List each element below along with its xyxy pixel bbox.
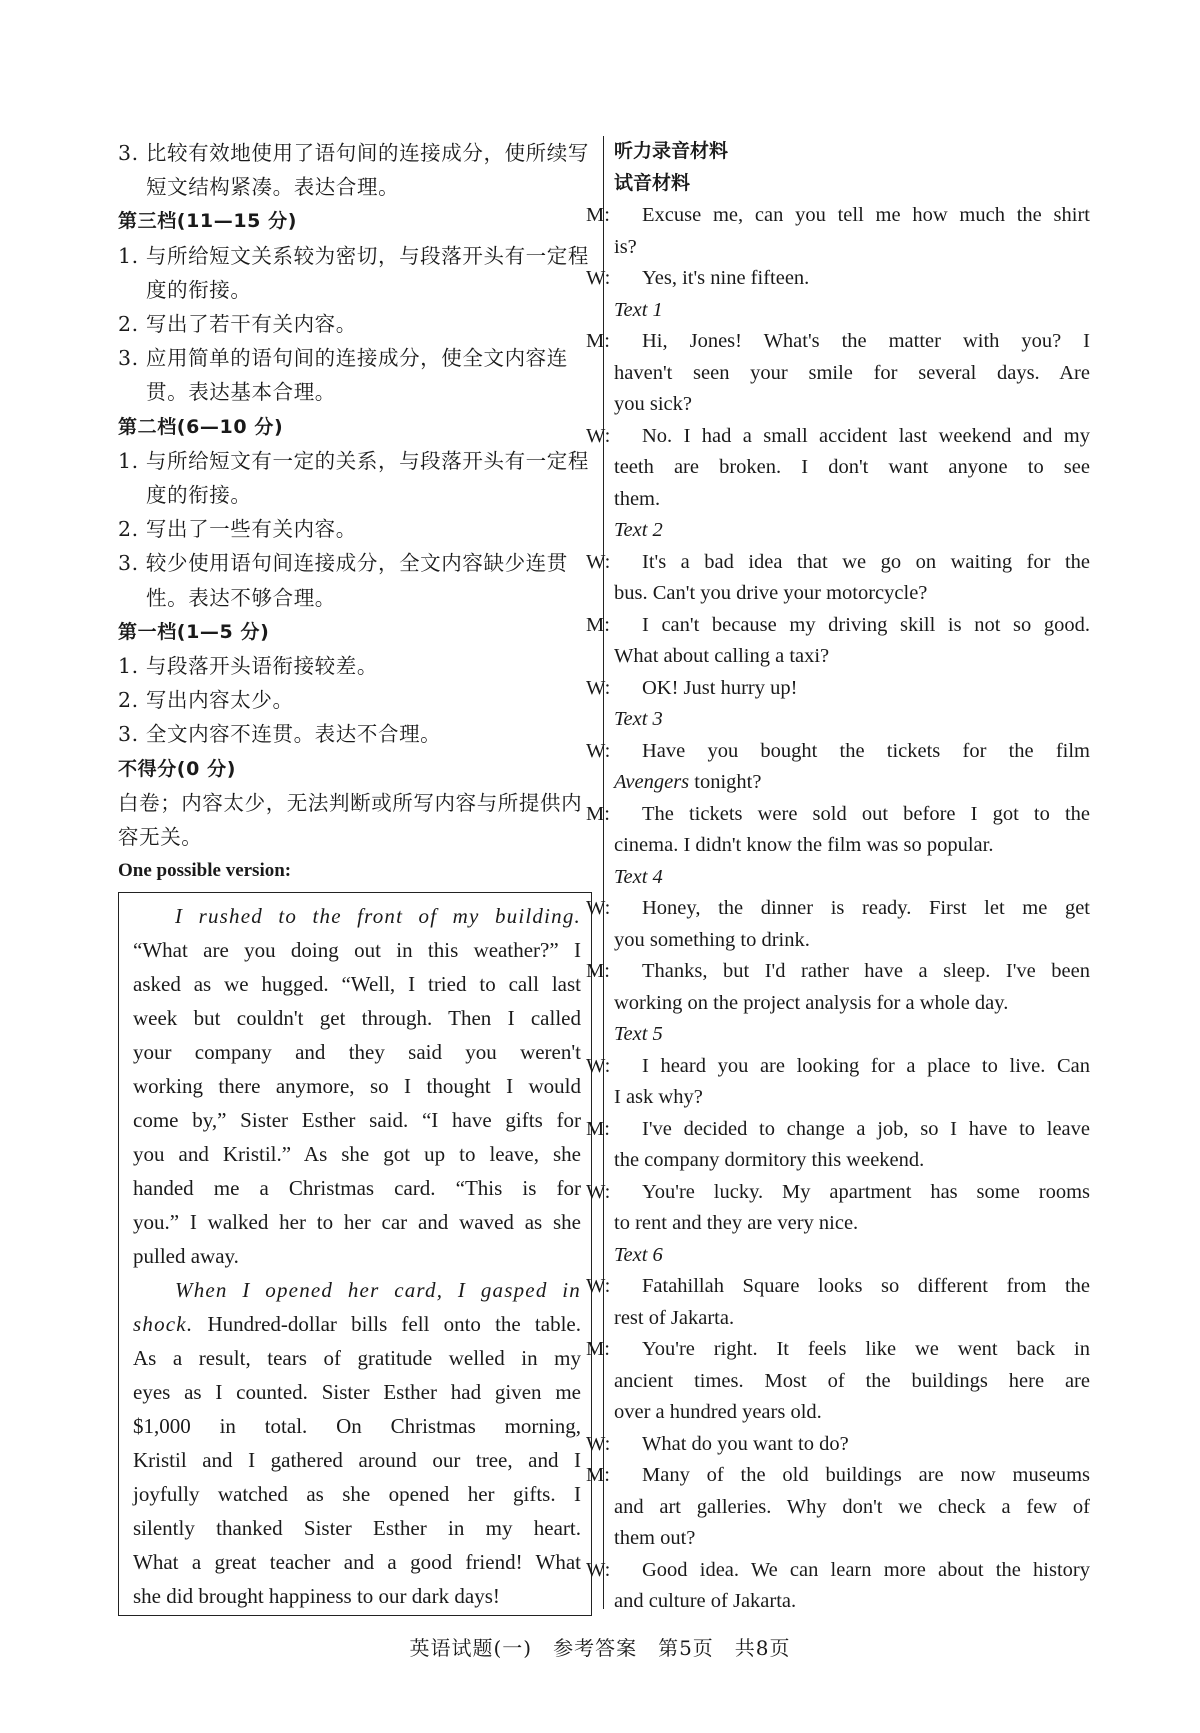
dialogue-text: I can't because my driving skill is not so good.	[642, 613, 1090, 636]
speaker-label: W:	[586, 1180, 611, 1203]
essay-line: “What are you doing out in this weather?” I	[133, 938, 581, 963]
dialogue-line	[586, 421, 1090, 453]
dialogue-line	[586, 1555, 1090, 1587]
dialogue-line: Avengers tonight?	[614, 771, 762, 793]
dialogue-line: you something to drink.	[614, 928, 810, 951]
dialogue-line: over a hundred years old.	[614, 1401, 822, 1423]
speaker-label: W:	[586, 1558, 611, 1581]
speaker-label: M:	[586, 1338, 610, 1360]
essay-line: joyfully watched as she opened her gifts. I	[133, 1482, 581, 1507]
sample-essay-box	[118, 892, 592, 1616]
essay-line	[133, 1273, 581, 1307]
essay-line: silently thanked Sister Esther in my heart.	[133, 1516, 581, 1541]
essay-line: $1,000 in total. On Christmas morning,	[133, 1414, 581, 1439]
speaker-label: W:	[586, 739, 611, 762]
dialogue-text: Have you bought the tickets for the film	[642, 739, 1090, 762]
essay-line: you.” I walked her to her car and waved as she	[133, 1210, 581, 1235]
essay-line: week but couldn't get through. Then I called	[133, 1006, 581, 1031]
dialogue-text: Excuse me, can you tell me how much the shirt	[642, 204, 1090, 226]
tier-1-item: 3. 全文内容不连贯。表达不合理。	[118, 722, 442, 747]
essay-line: eyes as I counted. Sister Esther had given me	[133, 1380, 581, 1405]
tier-3-heading: 第三档(11—15 分)	[118, 210, 298, 233]
dialogue-line: ancient times. Most of the buildings here are	[614, 1369, 1090, 1392]
speaker-label: W:	[586, 267, 611, 289]
dialogue-text: I heard you are looking for a place to live. Can	[642, 1054, 1090, 1077]
dialogue-line: cinema. I didn't know the film was so popular.	[614, 834, 994, 856]
film-title: Avengers	[614, 771, 690, 793]
text-label: Text 1	[614, 298, 663, 321]
dialogue-line	[586, 1177, 1090, 1209]
tier-2-item: 1. 与所给短文有一定的关系，与段落开头有一定程	[118, 448, 589, 473]
speaker-label: M:	[586, 613, 610, 636]
tier-0-heading: 不得分(0 分)	[118, 757, 237, 780]
dialogue-text: It's a bad idea that we go on waiting for the	[642, 550, 1090, 573]
dialogue-line: them.	[614, 487, 661, 510]
essay-line: come by,” Sister Esther said. “I have gifts for	[133, 1108, 581, 1133]
item-3-line-1: 3. 比较有效地使用了语句间的连接成分，使所续写	[118, 141, 589, 165]
version-title: One possible version:	[118, 860, 292, 882]
tier-3-item: 2. 写出了若干有关内容。	[118, 312, 357, 337]
dialogue-line: and culture of Jakarta.	[614, 1590, 797, 1612]
dialogue-line	[586, 673, 1090, 705]
listening-texts	[586, 295, 1090, 1618]
dialogue-line	[586, 1429, 1090, 1461]
speaker-label: W:	[586, 1275, 611, 1297]
speaker-label: W:	[586, 1432, 611, 1455]
tier-2-heading: 第二档(6—10 分)	[118, 415, 284, 438]
dialogue-line	[586, 1271, 1090, 1303]
essay-line	[133, 1307, 581, 1341]
dialogue-text: Good idea. We can learn more about the history	[642, 1558, 1090, 1581]
essay-line	[133, 899, 581, 933]
essay-line: she did brought happiness to our dark days!	[133, 1584, 500, 1609]
dialogue-text: You're right. It feels like we went back in	[642, 1338, 1090, 1360]
right-column	[586, 136, 1090, 1618]
tier-2-item: 3. 较少使用语句间连接成分，全文内容缺少连贯	[118, 551, 568, 576]
dialogue-text: The tickets were sold out before I got to the	[642, 802, 1090, 825]
dialogue-line: and art galleries. Why don't we check a few of	[614, 1495, 1090, 1518]
essay-line: you and Kristil.” As she got up to leave, she	[133, 1142, 581, 1167]
tier-2-item: 度的衔接。	[146, 483, 252, 508]
essay-line: your company and they said you weren't	[133, 1040, 581, 1065]
dialogue-line: is?	[614, 235, 637, 258]
dialogue-line: bus. Can't you drive your motorcycle?	[614, 582, 928, 604]
page-footer: 英语试题(一) 参考答案 第5页 共8页	[409, 1636, 791, 1660]
tier-3-item: 3. 应用简单的语句间的连接成分，使全文内容连	[118, 346, 568, 371]
listening-title: 听力录音材料	[614, 141, 729, 162]
tier-0-text: 容无关。	[118, 825, 203, 850]
tier-1-item: 2. 写出内容太少。	[118, 688, 294, 713]
essay-line: handed me a Christmas card. “This is for	[133, 1176, 581, 1201]
dialogue-line: them out?	[614, 1527, 696, 1549]
dialogue-line	[586, 326, 1090, 358]
dialogue-text: You're lucky. My apartment has some rooms	[642, 1180, 1090, 1203]
dialogue-text: I've decided to change a job, so I have to leave	[642, 1117, 1090, 1140]
essay-line: asked as we hugged. “Well, I tried to call last	[133, 972, 581, 997]
dialogue-text: OK! Just hurry up!	[642, 676, 798, 699]
item-3-line-2: 短文结构紧凑。表达合理。	[146, 175, 400, 200]
dialogue-line: working on the project analysis for a whole day.	[614, 991, 1009, 1014]
dialogue-line	[586, 736, 1090, 768]
tier-2-item: 2. 写出了一些有关内容。	[118, 517, 357, 542]
speaker-label: M:	[586, 960, 610, 982]
tier-0-text: 白卷；内容太少，无法判断或所写内容与所提供内	[118, 790, 583, 815]
tier-3-item: 度的衔接。	[146, 277, 252, 302]
tier-3-item: 1. 与所给短文关系较为密切，与段落开头有一定程	[118, 243, 589, 268]
tier-1-heading: 第一档(1—5 分)	[118, 620, 270, 643]
speaker-label: W:	[586, 424, 611, 447]
dialogue-line	[586, 1114, 1090, 1146]
dialogue-line	[586, 263, 1090, 295]
tier-3-item: 贯。表达基本合理。	[146, 380, 336, 405]
dialogue-text: What do you want to do?	[642, 1432, 849, 1455]
essay-italic-opening-2: When I opened her card, I gasped in	[175, 1278, 581, 1303]
dialogue-line: teeth are broken. I don't want anyone to see	[614, 456, 1090, 478]
essay-line: What a great teacher and a good friend! What	[133, 1550, 581, 1575]
dialogue-line: rest of Jakarta.	[614, 1306, 735, 1329]
essay-line: As a result, tears of gratitude welled in my	[133, 1346, 581, 1371]
tier-2-item: 性。表达不够合理。	[146, 585, 336, 610]
speaker-label: W:	[586, 897, 611, 919]
dialogue-line	[586, 200, 1090, 232]
trial-title: 试音材料	[614, 173, 691, 194]
dialogue-text: Honey, the dinner is ready. First let me get	[642, 897, 1090, 919]
dialogue-line	[586, 956, 1090, 988]
left-column	[118, 136, 594, 1616]
dialogue-line: haven't seen your smile for several days. Are	[614, 361, 1090, 384]
text-label: Text 5	[614, 1023, 663, 1045]
dialogue-line	[586, 893, 1090, 925]
essay-text: Hundred-dollar bills fell onto the table.	[193, 1312, 581, 1337]
speaker-label: W:	[586, 550, 611, 573]
speaker-label: M:	[586, 802, 610, 825]
speaker-label: W:	[586, 676, 611, 699]
dialogue-text: Yes, it's nine fifteen.	[642, 267, 810, 289]
speaker-label: M:	[586, 204, 610, 226]
dialogue-line: to rent and they are very nice.	[614, 1212, 859, 1234]
dialogue-line	[586, 1334, 1090, 1366]
dialogue-line: What about calling a taxi?	[614, 645, 830, 667]
dialogue-line	[586, 547, 1090, 579]
dialogue-line	[586, 1051, 1090, 1083]
tier-1-item: 1. 与段落开头语衔接较差。	[118, 654, 378, 679]
dialogue-line	[586, 1460, 1090, 1492]
essay-line: working there anymore, so I thought I would	[133, 1074, 581, 1099]
essay-line: pulled away.	[133, 1244, 239, 1269]
speaker-label: M:	[586, 1464, 610, 1486]
dialogue-text: Many of the old buildings are now museums	[642, 1464, 1090, 1486]
dialogue-line: I ask why?	[614, 1086, 703, 1108]
essay-line: Kristil and I gathered around our tree, and I	[133, 1448, 581, 1473]
dialogue-text: Thanks, but I'd rather have a sleep. I've been	[642, 960, 1090, 982]
dialogue-text: Hi, Jones! What's the matter with you? I	[642, 330, 1090, 352]
essay-italic-opening: I rushed to the front of my building.	[175, 904, 581, 929]
text-label: Text 3	[614, 708, 663, 730]
text-label: Text 6	[614, 1243, 663, 1266]
speaker-label: M:	[586, 1117, 610, 1140]
dialogue-line	[586, 610, 1090, 642]
dialogue-text: Fatahillah Square looks so different from the	[642, 1275, 1090, 1297]
dialogue-line: the company dormitory this weekend.	[614, 1149, 925, 1171]
speaker-label: W:	[586, 1054, 611, 1077]
dialogue-line	[586, 799, 1090, 831]
speaker-label: M:	[586, 330, 610, 352]
text-label: Text 2	[614, 519, 663, 541]
dialogue-text: No. I had a small accident last weekend and my	[642, 424, 1090, 447]
dialogue-line: you sick?	[614, 393, 692, 415]
essay-italic-opening-2b: shock.	[133, 1312, 194, 1337]
text-label: Text 4	[614, 865, 663, 888]
trial-dialogue	[586, 200, 1090, 295]
